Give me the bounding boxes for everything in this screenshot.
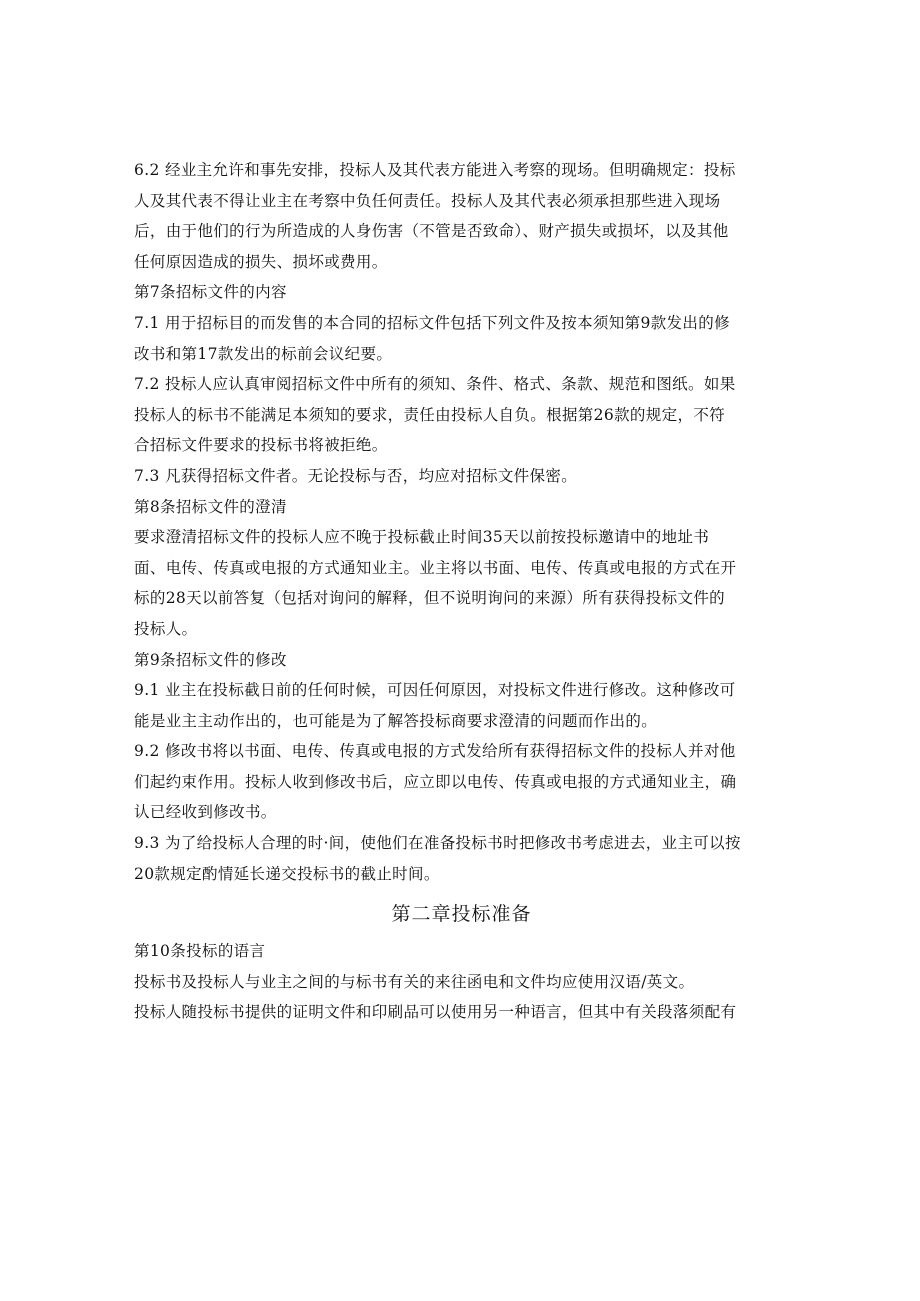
text-line: 投标人。 (134, 619, 198, 638)
text-line: 后，由于他们的行为所造成的人身伤害（不管是否致命）、财产损失或损坏，以及其他 (134, 222, 729, 241)
text-line: 投标人的标书不能满足本须知的要求，责任由投标人自负。根据第26款的规定，不符 (134, 405, 726, 424)
article-heading: 第8条招标文件的澄清 (134, 497, 287, 516)
text-line: 20款规定酌情延长递交投标书的截止时间。 (134, 864, 440, 883)
text-line: 标的28天以前答复（包括对询问的解释，但不说明询问的来源）所有获得投标文件的 (134, 589, 726, 608)
text-line: 改书和第17款发出的标前会议纪要。 (134, 344, 393, 363)
article-heading: 第9条招标文件的修改 (134, 650, 287, 669)
text-line: 合招标文件要求的投标书将被拒绝。 (134, 436, 388, 455)
text-line: 7.2 投标人应认真审阅招标文件中所有的须知、条件、格式、条款、规范和图纸。如果 (134, 375, 736, 394)
article-heading: 第10条投标的语言 (134, 942, 266, 961)
text-line: 面、电传、传真或电报的方式通知业主。业主将以书面、电传、传真或电报的方式在开 (134, 558, 737, 577)
text-line: 9.1 业主在投标截日前的任何时候，可因任何原因，对投标文件进行修改。这种修改可 (134, 681, 736, 700)
text-line: 7.1 用于招标目的而发售的本合同的招标文件包括下列文件及按本须知第9款发出的修 (134, 313, 730, 332)
text-line: 6.2 经业主允许和事先安排，投标人及其代表方能进入考察的现场。但明确规定：投标 (134, 161, 736, 179)
text-line: 能是业主主动作出的，也可能是为了解答投标商要求澄清的问题而作出的。 (134, 711, 658, 730)
text-line: 投标人随投标书提供的证明文件和印刷品可以使用另一种语言，但其中有关段落须配有 (134, 1003, 737, 1022)
text-line: 投标书及投标人与业主之间的与标书有关的来往函电和文件均应使用汉语/英文。 (134, 972, 695, 991)
text-line: 7.3 凡获得招标文件者。无论投标与否，均应对招标文件保密。 (134, 466, 578, 485)
text-line: 人及其代表不得让业主在考察中负任何责任。投标人及其代表必须承担那些进入现场 (134, 191, 721, 210)
text-line: 们起约束作用。投标人收到修改书后，应立即以电传、传真或电报的方式通知业主，确 (134, 772, 737, 791)
chapter-title: 第二章投标准备 (391, 903, 532, 926)
text-line: 9.3 为了给投标人合理的时·间，使他们在准备投标书时把修改书考虑进去，业主可以按 (134, 834, 741, 853)
text-line: 认已经收到修改书。 (134, 803, 277, 822)
text-line: 9.2 修改书将以书面、电传、传真或电报的方式发给所有获得招标文件的投标人并对他 (134, 742, 736, 761)
article-heading: 第7条招标文件的内容 (134, 283, 287, 302)
text-line: 要求澄清招标文件的投标人应不晚于投标截止时间35天以前按投标邀请中的地址书 (134, 528, 710, 547)
text-line: 任何原因造成的损失、损坏或费用。 (134, 252, 388, 271)
document-body (134, 155, 794, 1028)
